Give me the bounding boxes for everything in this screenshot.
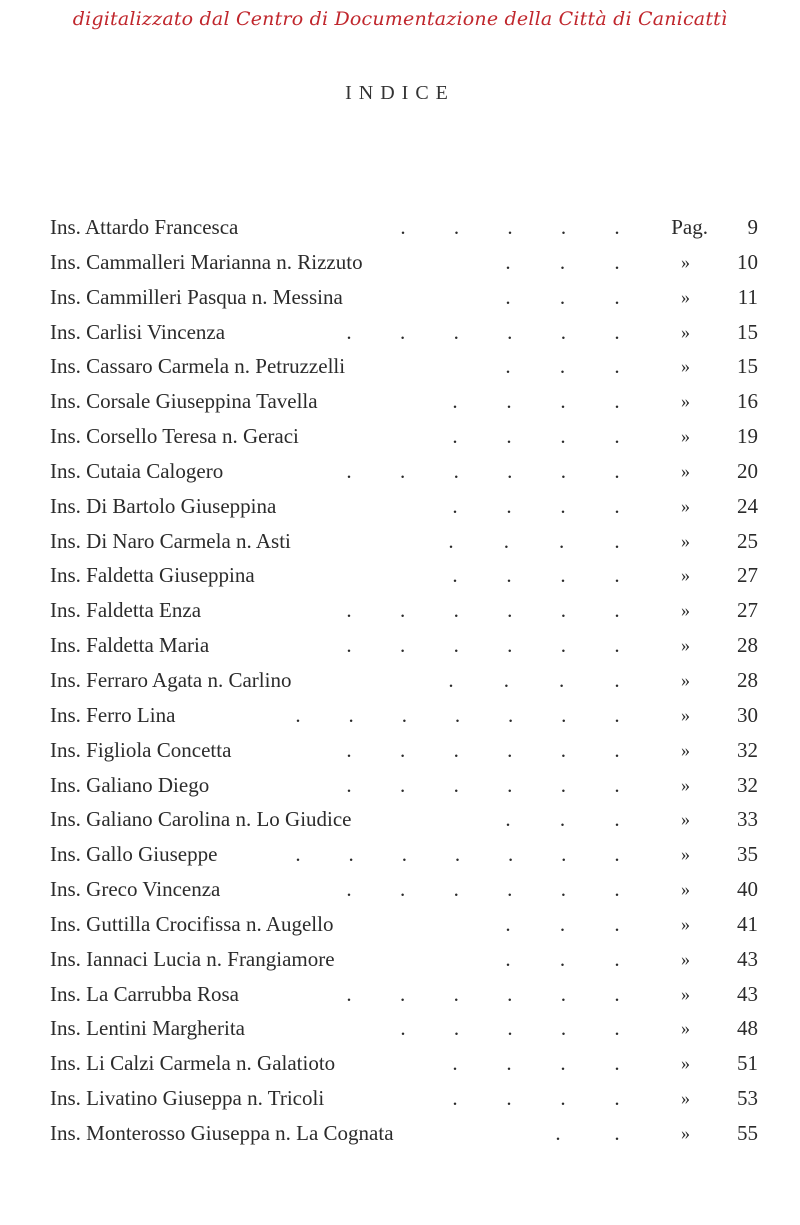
index-entry <box>50 663 762 698</box>
dot-leader: . . . . <box>452 424 620 449</box>
index-entry <box>50 315 762 350</box>
entry-name: Ins. Faldetta Maria <box>50 633 210 658</box>
index-entry <box>50 1116 762 1151</box>
entry-page-number: 55 <box>737 1120 758 1145</box>
entry-name: Ins. Di Bartolo Giuseppina <box>50 493 277 518</box>
entry-page-number: 41 <box>737 911 758 936</box>
index-entry <box>50 454 762 489</box>
entry-name: Ins. Di Naro Carmela n. Asti <box>50 528 291 553</box>
dot-leader: . . . . . . <box>346 458 620 483</box>
index-entry <box>50 593 762 628</box>
entry-name: Ins. Cammilleri Pasqua n. Messina <box>50 284 343 309</box>
entry-page-number: 48 <box>737 1016 758 1041</box>
index-entry <box>50 280 762 315</box>
ditto-mark: » <box>681 286 690 307</box>
entry-name: Ins. Attardo Francesca <box>50 215 239 239</box>
ditto-mark: » <box>681 600 690 621</box>
entry-page-number: 10 <box>737 249 758 274</box>
entry-page-number: 28 <box>737 633 758 658</box>
index-entry <box>50 489 762 524</box>
index-entry <box>50 349 762 384</box>
dot-leader: . . . . . . <box>346 737 620 762</box>
dot-leader: . . . <box>505 911 620 936</box>
dot-leader: . . . . <box>452 493 620 518</box>
ditto-mark: » <box>681 913 690 934</box>
entry-page-number: 15 <box>737 319 758 344</box>
dot-leader: . . . . <box>452 563 620 588</box>
index-entry <box>50 1011 762 1046</box>
ditto-mark: » <box>681 426 690 447</box>
dot-leader: . . . <box>505 946 620 971</box>
index-entry <box>50 210 762 245</box>
index-entry <box>50 872 762 907</box>
index-entry <box>50 907 762 942</box>
page-title: INDICE <box>345 82 455 104</box>
entry-name: Ins. Iannaci Lucia n. Frangiamore <box>50 946 335 971</box>
entry-name: Ins. Galiano Diego <box>50 772 210 797</box>
ditto-mark: » <box>681 530 690 551</box>
index-entry <box>50 384 762 419</box>
entry-page-number: 27 <box>737 563 758 588</box>
dot-leader: . . <box>555 1120 620 1145</box>
entry-name: Ins. Gallo Giuseppe <box>50 842 218 867</box>
dot-leader: . . . . <box>452 1086 620 1111</box>
entry-name: Ins. Lentini Margherita <box>50 1016 245 1041</box>
entry-page-number: 43 <box>737 981 758 1006</box>
entry-page-number: 9 <box>747 215 758 239</box>
dot-leader: . . . <box>505 284 620 309</box>
index-entry <box>50 768 762 803</box>
entry-name: Ins. Cassaro Carmela n. Petruzzelli <box>50 354 346 379</box>
entry-name: Ins. Corsale Giuseppina Tavella <box>50 389 318 414</box>
dot-leader: . . . . <box>448 528 620 553</box>
dot-leader: . . . . . <box>400 215 620 239</box>
entry-page-number: 33 <box>737 807 758 832</box>
entry-page-number: 51 <box>737 1051 758 1076</box>
ditto-mark: » <box>681 983 690 1004</box>
entry-name: Ins. Ferro Lina <box>50 702 176 727</box>
digitization-watermark: digitalizzato dal Centro di Documentazione della Città di Canicattì <box>72 8 728 30</box>
index-entry <box>50 942 762 977</box>
entry-page-number: 15 <box>737 354 758 379</box>
ditto-mark: » <box>681 635 690 656</box>
entry-page-number: 32 <box>737 737 758 762</box>
index-entry <box>50 1081 762 1116</box>
ditto-mark: » <box>681 460 690 481</box>
ditto-mark: » <box>681 251 690 272</box>
entry-name: Ins. Monterosso Giuseppa n. La Cognata <box>50 1120 394 1145</box>
ditto-mark: » <box>681 704 690 725</box>
dot-leader: . . . <box>505 354 620 379</box>
entry-name: Ins. Guttilla Crocifissa n. Augello <box>50 911 334 936</box>
index-entry <box>50 628 762 663</box>
dot-leader: . . . . <box>448 667 620 692</box>
entry-page-number: 35 <box>737 842 758 867</box>
index-entry <box>50 558 762 593</box>
index-entry <box>50 977 762 1012</box>
dot-leader: . . . . <box>452 1051 620 1076</box>
entry-page-number: 24 <box>737 493 758 518</box>
entry-page-number: 43 <box>737 946 758 971</box>
dot-leader: . . . . . . <box>346 772 620 797</box>
ditto-mark: » <box>681 844 690 865</box>
ditto-mark: » <box>681 739 690 760</box>
entry-name: Ins. Livatino Giuseppa n. Tricoli <box>50 1086 325 1111</box>
dot-leader: . . . . . . <box>346 877 620 902</box>
entry-page-number: 20 <box>737 458 758 483</box>
ditto-mark: » <box>681 948 690 969</box>
ditto-mark: » <box>681 809 690 830</box>
entry-page-number: 19 <box>737 424 758 449</box>
entry-name: Ins. Carlisi Vincenza <box>50 319 226 344</box>
index-entry <box>50 698 762 733</box>
index-entry <box>50 524 762 559</box>
entry-page-number: 25 <box>737 528 758 553</box>
dot-leader: . . . . . . . <box>295 842 620 867</box>
dot-leader: . . . . . <box>400 1016 620 1041</box>
entry-name: Ins. Cutaia Calogero <box>50 458 224 483</box>
ditto-mark: » <box>681 356 690 377</box>
dot-leader: . . . . . . <box>346 981 620 1006</box>
index-entry <box>50 1046 762 1081</box>
ditto-mark: » <box>681 1053 690 1074</box>
index-entry <box>50 837 762 872</box>
entry-name: Ins. Faldetta Giuseppina <box>50 563 255 588</box>
entry-page-number: 40 <box>737 877 758 902</box>
dot-leader: . . . . . . . <box>295 702 620 727</box>
entry-name: Ins. Figliola Concetta <box>50 737 232 762</box>
entry-name: Ins. Li Calzi Carmela n. Galatioto <box>50 1051 336 1076</box>
index-entry <box>50 733 762 768</box>
ditto-mark: » <box>681 1018 690 1039</box>
entry-name: Ins. Cammalleri Marianna n. Rizzuto <box>50 249 363 274</box>
index-entry <box>50 245 762 280</box>
index-entry <box>50 802 762 837</box>
ditto-mark: » <box>681 879 690 900</box>
entry-page-number: 30 <box>737 702 758 727</box>
entry-page-number: 16 <box>737 389 758 414</box>
entry-name: Ins. Corsello Teresa n. Geraci <box>50 424 299 449</box>
index-list <box>50 210 762 1151</box>
ditto-mark: » <box>681 565 690 586</box>
dot-leader: . . . <box>505 807 620 832</box>
dot-leader: . . . . . . <box>346 598 620 623</box>
entry-page-number: 27 <box>737 598 758 623</box>
ditto-mark: » <box>681 774 690 795</box>
entry-name: Ins. Faldetta Enza <box>50 598 202 623</box>
ditto-mark: » <box>681 391 690 412</box>
entry-name: Ins. La Carrubba Rosa <box>50 981 239 1006</box>
entry-name: Ins. Greco Vincenza <box>50 877 221 902</box>
entry-name: Ins. Ferraro Agata n. Carlino <box>50 667 292 692</box>
ditto-mark: » <box>681 321 690 342</box>
dot-leader: . . . . . . <box>346 319 620 344</box>
entry-page-number: 28 <box>737 667 758 692</box>
entry-name: Ins. Galiano Carolina n. Lo Giudice <box>50 807 352 832</box>
ditto-mark: » <box>681 669 690 690</box>
entry-page-number: 11 <box>737 284 758 309</box>
dot-leader: . . . . . . <box>346 633 620 658</box>
index-entry <box>50 419 762 454</box>
page-ref-label: Pag. <box>671 215 708 239</box>
dot-leader: . . . <box>505 249 620 274</box>
entry-page-number: 32 <box>737 772 758 797</box>
ditto-mark: » <box>681 495 690 516</box>
entry-page-number: 53 <box>737 1086 758 1111</box>
dot-leader: . . . . <box>452 389 620 414</box>
ditto-mark: » <box>681 1122 690 1143</box>
ditto-mark: » <box>681 1088 690 1109</box>
